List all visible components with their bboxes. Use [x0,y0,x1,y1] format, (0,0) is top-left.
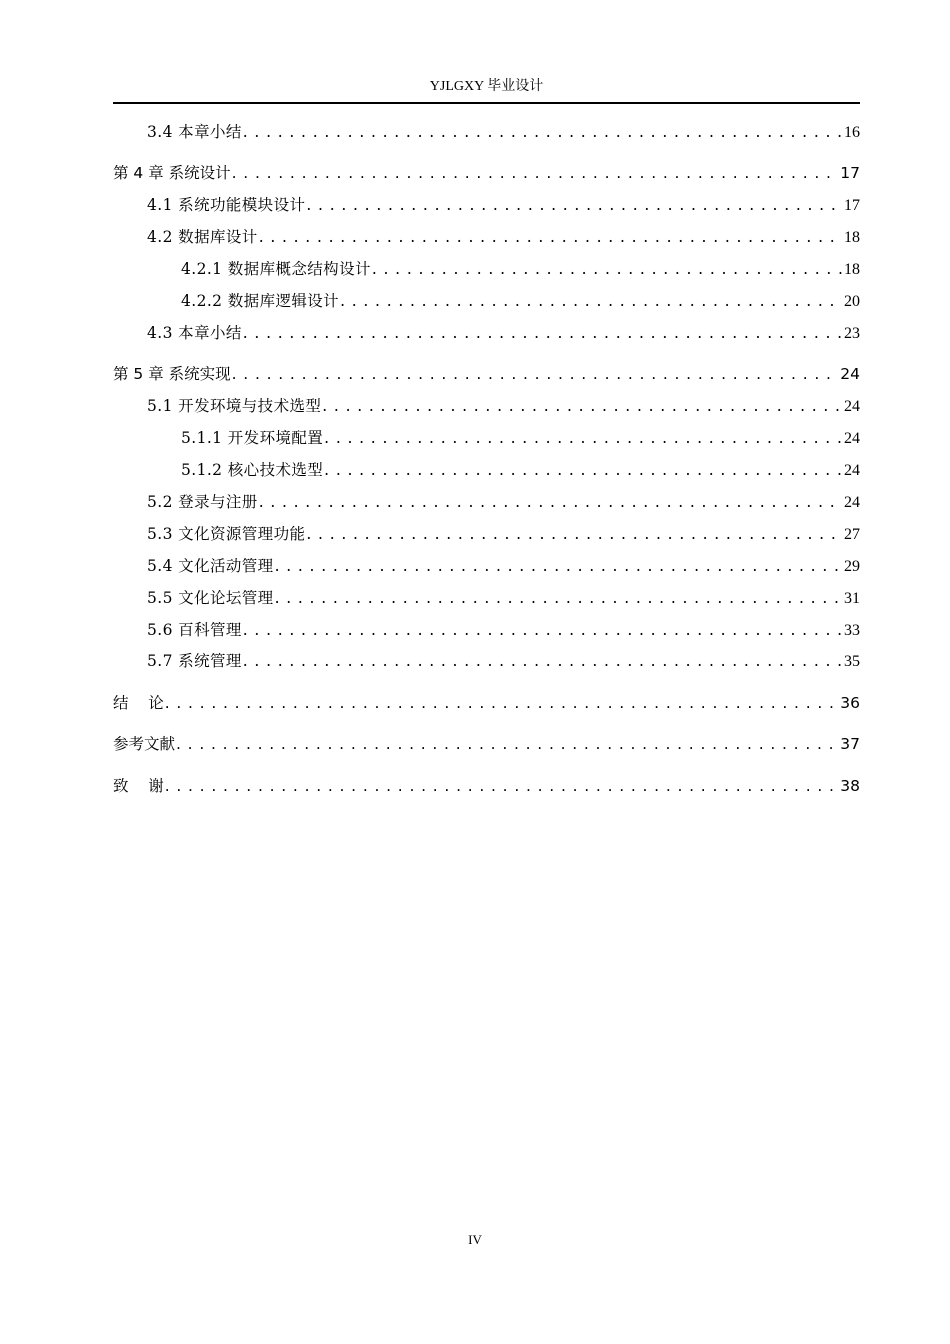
toc-entry-label: 4.1 系统功能模块设计 [147,196,306,214]
toc-entry[interactable] [113,363,860,385]
toc-entry-label: 致 谢 [113,777,164,795]
toc-entry[interactable] [147,121,860,143]
toc-entry-page: 38 [840,777,860,795]
toc-entry-page: 23 [844,325,860,342]
toc-entry[interactable] [181,459,860,481]
toc-entry-label: 4.2.1 数据库概念结构设计 [181,260,371,278]
page-footer [0,1232,950,1248]
toc-entry[interactable] [147,619,860,641]
toc-entry-label: 5.4 文化活动管理 [147,557,274,575]
toc-entry-page: 35 [844,653,860,670]
toc-entry-page: 17 [844,197,860,214]
toc-entry-page: 24 [844,398,860,415]
toc-entry[interactable] [147,194,860,216]
toc-entry[interactable] [113,162,860,184]
toc-entry[interactable] [147,226,860,248]
toc-entry-page: 17 [840,164,860,182]
toc-entry-page: 24 [844,494,860,511]
toc-entry[interactable] [181,290,860,312]
toc-dot-leader [306,523,842,545]
toc-entry[interactable] [113,692,860,714]
toc-dot-leader [275,587,842,609]
toc-entry-page: 18 [844,229,860,246]
toc-dot-leader [372,258,842,280]
toc-dot-leader [243,121,842,143]
toc-dot-leader [324,459,842,481]
toc-entry-page: 20 [844,293,860,310]
toc-entry[interactable] [181,258,860,280]
toc-entry-label: 5.2 登录与注册 [147,493,258,511]
toc-entry[interactable] [147,322,860,344]
toc-entry-page: 29 [844,558,860,575]
toc-entry[interactable] [147,587,860,609]
toc-entry-label: 第 5 章 系统实现 [113,365,231,383]
toc-dot-leader [176,733,838,755]
toc-entry-page: 24 [844,462,860,479]
toc-dot-leader [243,619,842,641]
toc-dot-leader [243,650,842,672]
toc-entry-page: 16 [844,124,860,141]
toc-entry[interactable] [147,555,860,577]
toc-entry[interactable] [147,650,860,672]
toc-entry[interactable] [113,775,860,797]
toc-entry-page: 24 [844,430,860,447]
toc-entry-label: 4.2 数据库设计 [147,228,258,246]
toc-entry-page: 37 [840,735,860,753]
toc-entry-label: 3.4 本章小结 [147,123,242,141]
toc-entry-label: 5.7 系统管理 [147,652,242,670]
toc-dot-leader [243,322,842,344]
toc-dot-leader [259,491,842,513]
toc-dot-leader [322,395,842,417]
toc-entry-label: 5.1.1 开发环境配置 [181,429,324,447]
toc-dot-leader [259,226,842,248]
toc-entry-label: 5.3 文化资源管理功能 [147,525,306,543]
toc-dot-leader [165,775,839,797]
toc-entry[interactable] [113,733,860,755]
toc-entry-label: 4.2.2 数据库逻辑设计 [181,292,340,310]
toc-entry-label: 5.1.2 核心技术选型 [181,461,324,479]
toc-entry-page: 33 [844,622,860,639]
toc-entry-page: 31 [844,590,860,607]
header-title: YJLGXY 毕业设计 [429,79,544,94]
toc-entry[interactable] [147,491,860,513]
toc-entry-label: 5.5 文化论坛管理 [147,589,274,607]
toc-dot-leader [324,427,842,449]
toc-dot-leader [275,555,842,577]
toc-entry[interactable] [181,427,860,449]
toc-entry-page: 24 [840,365,860,383]
toc-entry[interactable] [147,523,860,545]
toc-dot-leader [340,290,842,312]
toc-entry-page: 27 [844,526,860,543]
toc-entry-page: 18 [844,261,860,278]
toc-entry-label: 5.1 开发环境与技术选型 [147,397,322,415]
toc-entry-label: 4.3 本章小结 [147,324,242,342]
toc-entry-label: 结 论 [113,694,164,712]
toc-dot-leader [165,692,839,714]
toc-entry-label: 5.6 百科管理 [147,621,242,639]
toc-entry-page: 36 [840,694,860,712]
toc-entry-label: 参考文献 [113,735,176,753]
toc-dot-leader [232,162,839,184]
toc-dot-leader [232,363,839,385]
page-number: IV [468,1232,482,1247]
toc-dot-leader [306,194,842,216]
toc-entry[interactable] [147,395,860,417]
toc-entry-label: 第 4 章 系统设计 [113,164,231,182]
